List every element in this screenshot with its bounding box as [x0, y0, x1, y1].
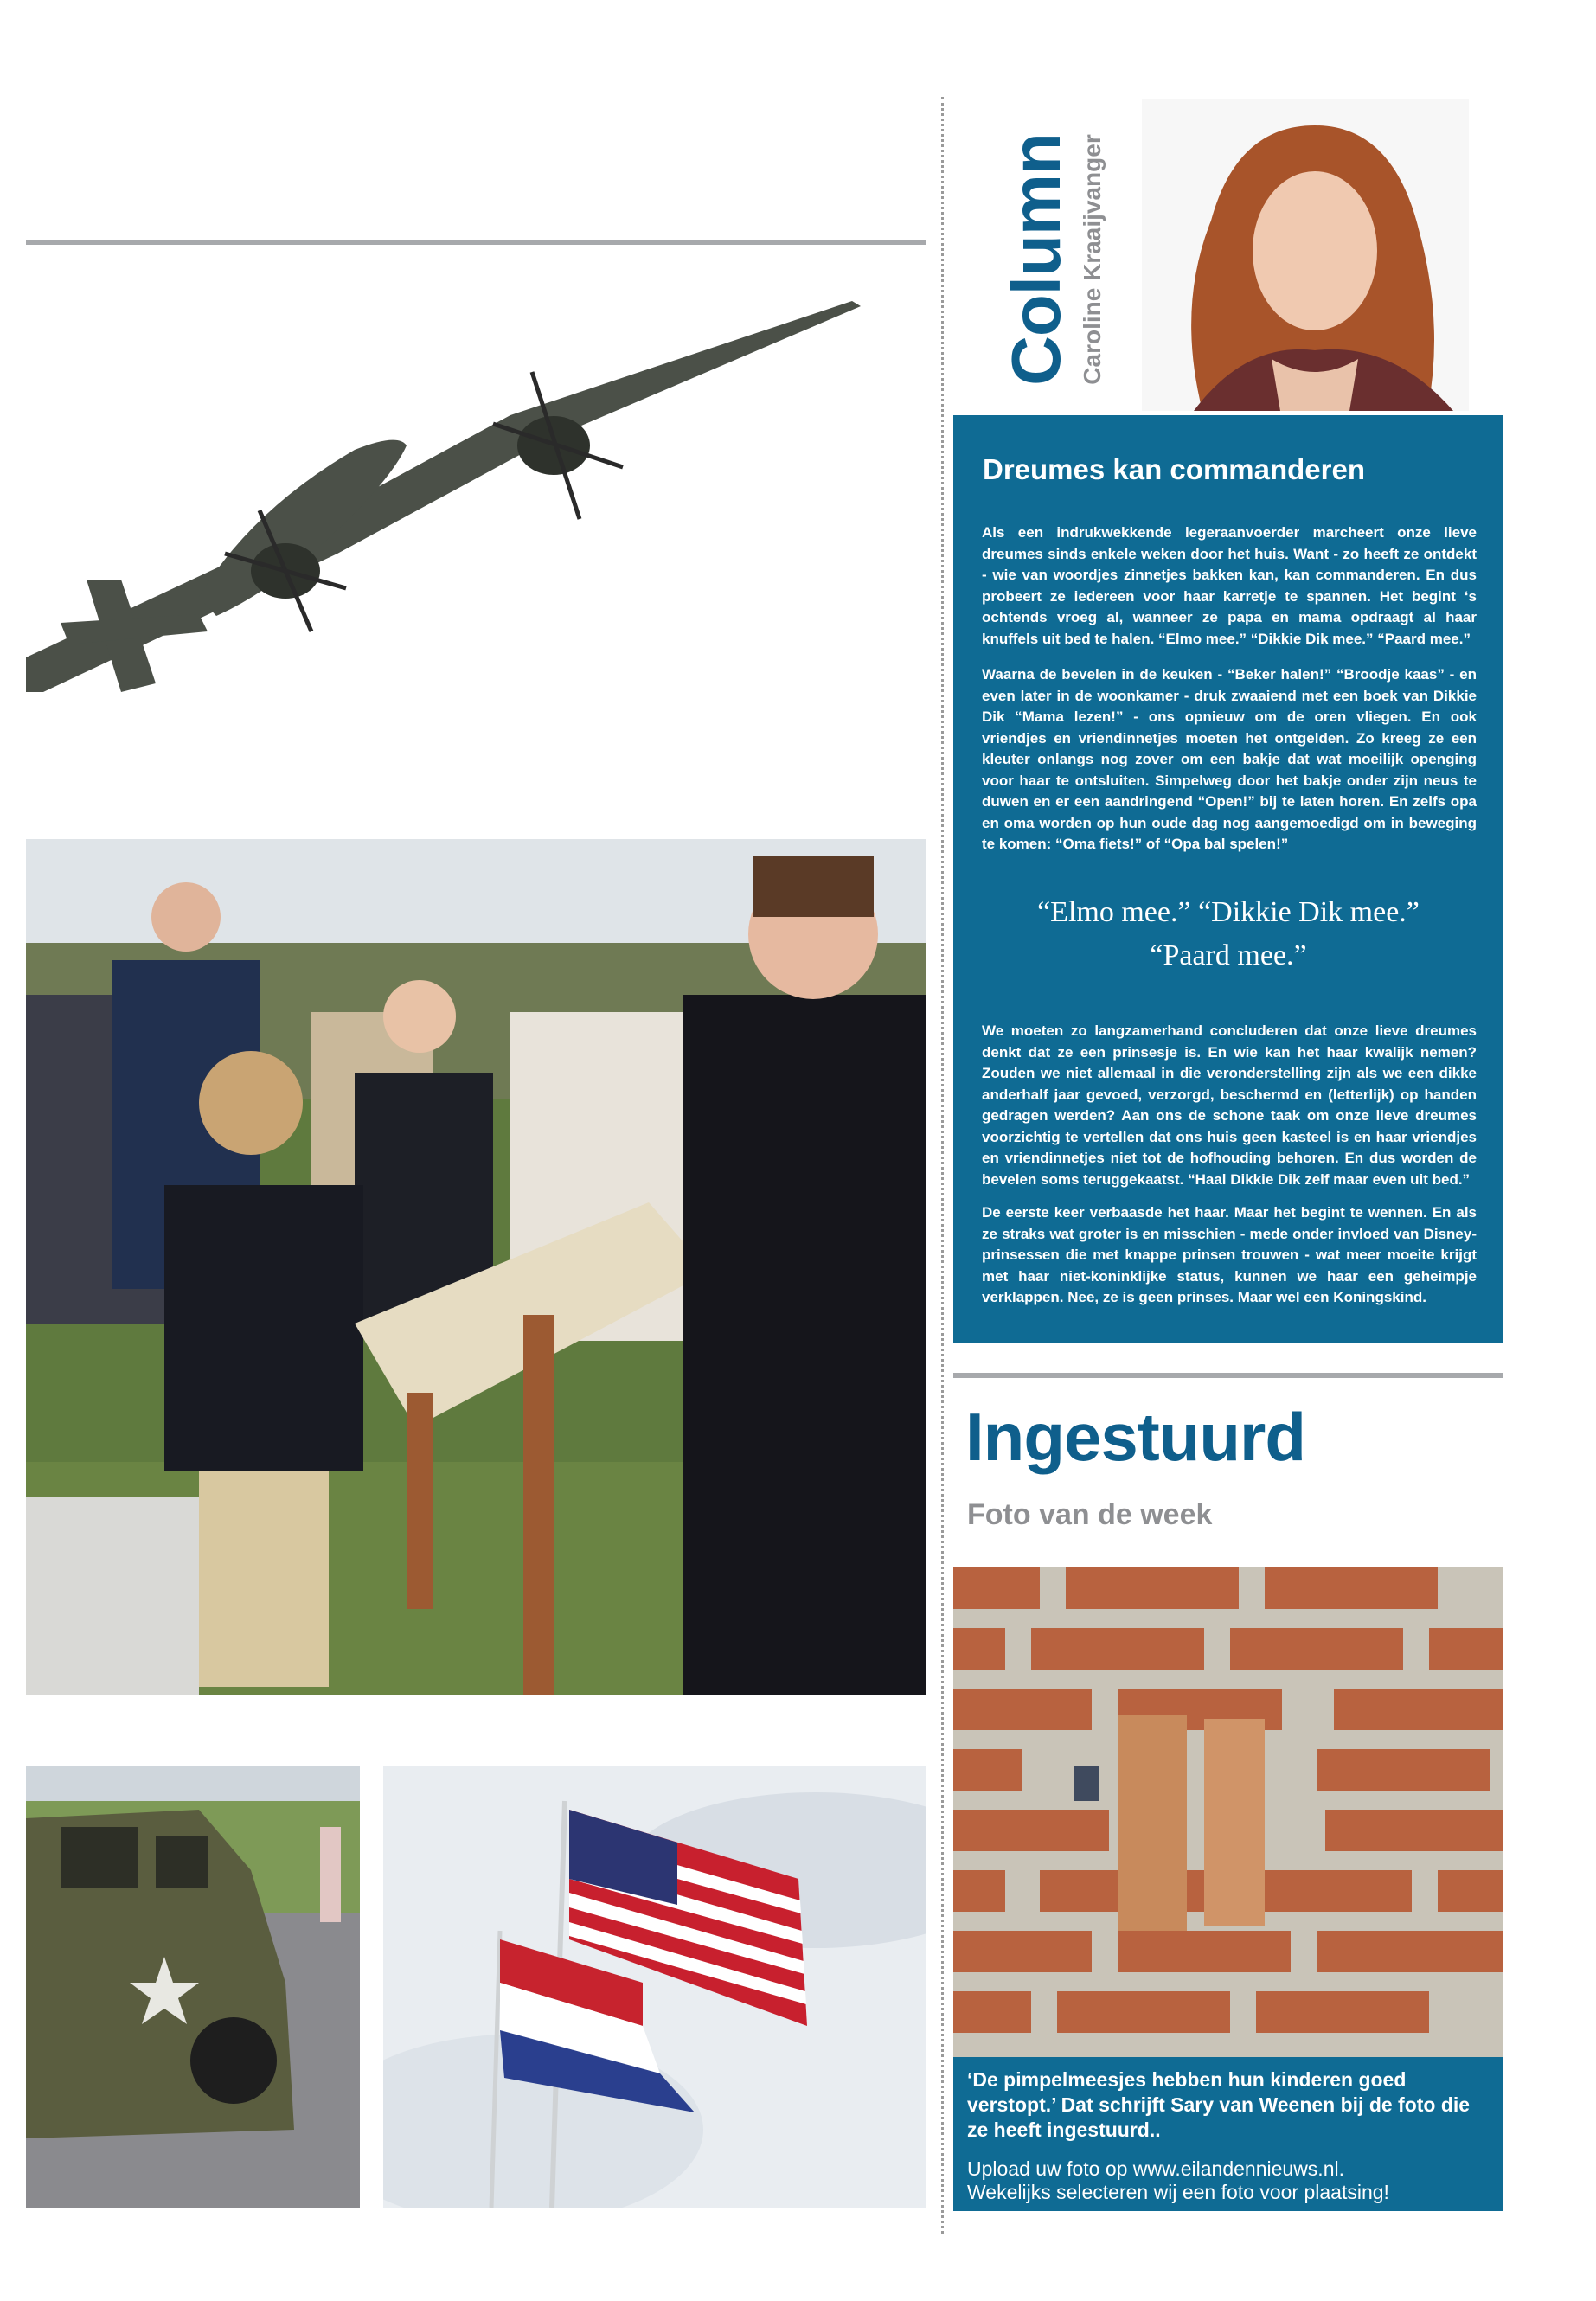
upload-note — [967, 2157, 1486, 2204]
upload-line-2: Wekelijks selecteren wij een foto voor plaatsing! — [967, 2181, 1389, 2203]
column-paragraph-3: We moeten zo langzamerhand concluderen dat onze lieve dreumes denkt dat ze een prinsesje is. En wie kan het haar kwalijk nemen? Zouden we niet allemaal in die veronderstelling zijn als we een dikke anderhalf jaar gevoed, verzorgd, beschermd en (letterlijk) op handen gedragen werden? Aan ons de schone taak om onze lieve dreumes voorzichtig te vertellen dat ons huis geen kasteel is en haar vriendjes en vriendinnetjes niet tot de hofhouding behoren. En dus worden de bevelen soms teruggekaatst. “Haal Dikkie Dik zelf maar even uit bed.” — [982, 1022, 1477, 1188]
photo-caption: ‘De pimpelmeesjes hebben hun kinderen goed verstopt.’ Dat schrijft Sary van Weenen bij de foto die ze heeft ingestuurd.. — [967, 2068, 1471, 2141]
airplane-photo — [26, 294, 926, 701]
upload-line-1: Upload uw foto op www.eilandennieuws.nl. — [967, 2157, 1344, 2180]
ingestuurd-subtitle: Foto van de week — [967, 1498, 1213, 1531]
column-paragraph-2: Waarna de bevelen in de keuken - “Beker halen!” “Broodje kaas” - en even later in de woonkamer - druk zwaaiend met een boek van Dikkie Dik “Mama lezen!” - ons opnieuw om de oren vliegen. En ook vriendjes en vriendinnetjes moeten het ontgelden. Zo kreeg ze een kleuter onlangs nog zover om een bakje dat wat moeilijk openging voor haar te ontsluiten. Simpelweg door het bakje onder zijn neus te duwen en er een aandringend “Open!” bij te laten horen. En zelfs opa en oma worden op hun oude dag nog aangemoedigd om in beweging te komen: “Oma fiets!” of “Opa bal spelen!” — [982, 666, 1477, 852]
author-portrait — [1142, 99, 1469, 411]
flags-photo — [383, 1766, 926, 2208]
column-label: Column — [997, 133, 1074, 386]
column-title: Dreumes kan commanderen — [983, 453, 1366, 485]
column-quote-line-2: “Paard mee.” — [1150, 939, 1307, 971]
column-paragraph-4: De eerste keer verbaasde het haar. Maar het begint te wennen. En als ze straks wat groter is en misschien - mede onder invloed van Disney-prinsessen die met knappe prinsen trouwen - wat meer moeite krijgt met haar niet-koninklijke status, kunnen we haar een geheimpje verklappen. Nee, ze is geen prinses. Maar wel een Koningskind. — [982, 1204, 1477, 1305]
bricks-photo — [953, 1567, 1503, 2057]
top-rule — [26, 240, 926, 245]
ceremony-photo — [26, 839, 926, 1695]
army-car-photo — [26, 1766, 360, 2208]
column-quote-line-1: “Elmo mee.” “Dikkie Dik mee.” — [1037, 896, 1420, 928]
ingestuurd-title: Ingestuurd — [965, 1399, 1305, 1475]
column-divider — [941, 97, 944, 2234]
column-author: Caroline Kraaijvanger — [1079, 134, 1106, 385]
column-paragraph-1: Als een indrukwekkende legeraanvoerder marcheert onze lieve dreumes sinds enkele weken door het huis. Want - zo heeft ze ontdekt - wie van woordjes zinnetjes bakken kan, kan commanderen. En dus probeert ze iedereen voor haar karretje te spannen. Het begint ‘s ochtends vroeg al, wanneer ze papa en mama opdraagt al haar knuffels uit bed te halen. “Elmo mee.” “Dikkie Dik mee.” “Paard mee.” — [982, 524, 1477, 647]
ingestuurd-rule — [953, 1373, 1503, 1378]
